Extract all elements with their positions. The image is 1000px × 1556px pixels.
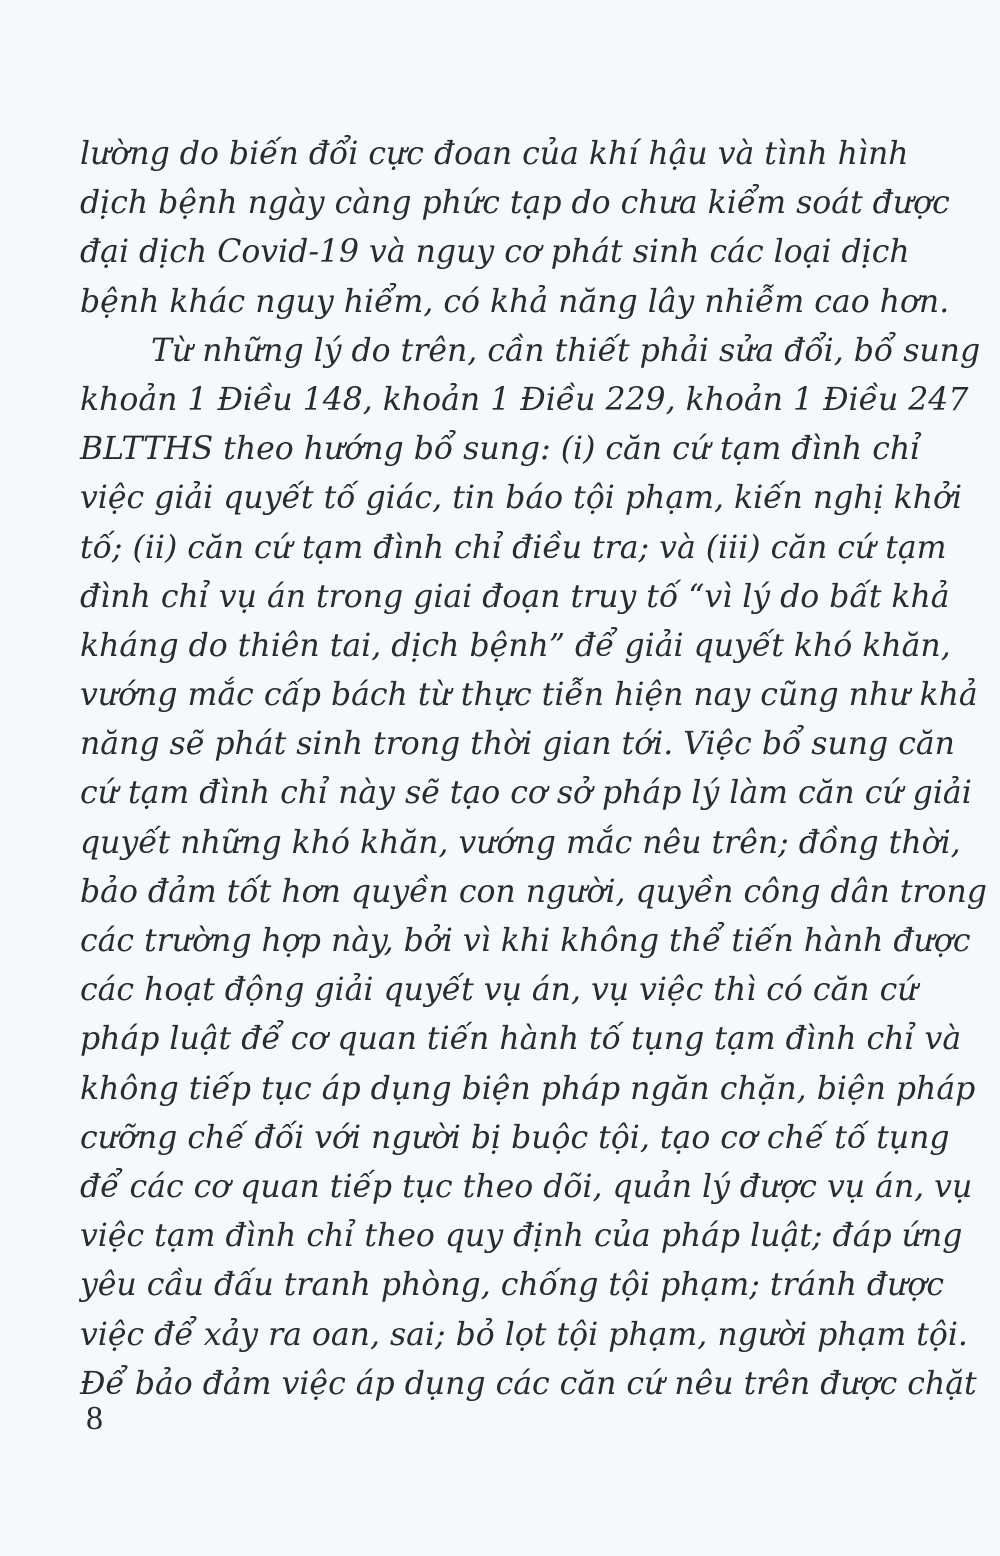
text-line: để các cơ quan tiếp tục theo dõi, quản lý được vụ án, vụ <box>80 1168 973 1205</box>
body-text <box>80 130 987 1409</box>
text-line: khoản 1 Điều 148, khoản 1 Điều 229, khoản 1 Điều 247 <box>80 381 969 418</box>
text-line: tố; (ii) căn cứ tạm đình chỉ điều tra; và (iii) căn cứ tạm <box>80 529 947 566</box>
paragraph-first-line: Từ những lý do trên, cần thiết phải sửa đổi, bổ sung <box>151 332 981 369</box>
text-line: BLTTHS theo hướng bổ sung: (i) căn cứ tạm đình chỉ <box>80 431 921 468</box>
text-line: không tiếp tục áp dụng biện pháp ngăn chặn, biện pháp <box>80 1070 976 1107</box>
text-line: bệnh khác nguy hiểm, có khả năng lây nhiễm cao hơn. <box>80 283 950 320</box>
text-line: việc để xảy ra oan, sai; bỏ lọt tội phạm, người phạm tội. <box>80 1316 968 1353</box>
text-line: kháng do thiên tai, dịch bệnh” để giải quyết khó khăn, <box>80 627 951 664</box>
text-line: bảo đảm tốt hơn quyền con người, quyền công dân trong <box>80 873 987 910</box>
text-line: lường do biến đổi cực đoan của khí hậu và tình hình <box>80 136 909 172</box>
text-line: yêu cầu đấu tranh phòng, chống tội phạm; tránh được <box>80 1267 944 1304</box>
text-line: cứ tạm đình chỉ này sẽ tạo cơ sở pháp lý làm căn cứ giải <box>80 775 972 812</box>
text-line: việc giải quyết tố giác, tin báo tội phạm, kiến nghị khởi <box>80 480 963 517</box>
text-line: việc tạm đình chỉ theo quy định của pháp luật; đáp ứng <box>80 1218 963 1255</box>
text-line: Để bảo đảm việc áp dụng các căn cứ nêu trên được chặt <box>80 1365 977 1402</box>
text-line: pháp luật để cơ quan tiến hành tố tụng tạm đình chỉ và <box>80 1021 962 1058</box>
text-line: năng sẽ phát sinh trong thời gian tới. Việc bổ sung căn <box>80 726 955 763</box>
text-line: đình chỉ vụ án trong giai đoạn truy tố “vì lý do bất khả <box>80 578 950 615</box>
text-line: các hoạt động giải quyết vụ án, vụ việc thì có căn cứ <box>80 972 918 1009</box>
text-line: đại dịch Covid-19 và nguy cơ phát sinh các loại dịch <box>80 234 910 271</box>
text-line: các trường hợp này, bởi vì khi không thể tiến hành được <box>80 923 971 959</box>
text-line: cưỡng chế đối với người bị buộc tội, tạo cơ chế tố tụng <box>80 1119 950 1156</box>
text-line: dịch bệnh ngày càng phức tạp do chưa kiểm soát được <box>80 185 950 222</box>
page-number: 8 <box>86 1400 103 1437</box>
text-line: quyết những khó khăn, vướng mắc nêu trên; đồng thời, <box>80 824 961 861</box>
text-line: vướng mắc cấp bách từ thực tiễn hiện nay cũng như khả <box>80 677 978 714</box>
